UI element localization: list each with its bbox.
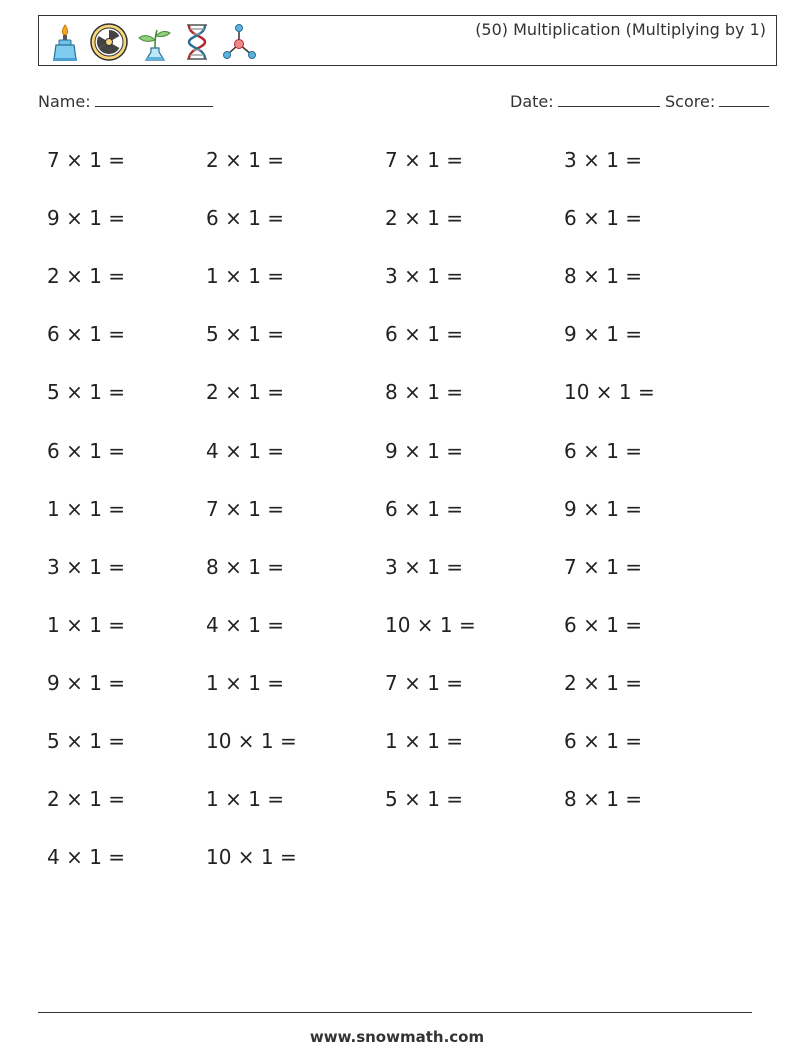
problem-item: 3 × 1 = — [47, 554, 126, 579]
date-label: Date: — [510, 92, 554, 111]
dna-icon — [181, 22, 213, 62]
problem-item: 4 × 1 = — [206, 438, 285, 463]
worksheet-header — [38, 15, 777, 66]
name-blank — [95, 92, 213, 107]
problem-item: 4 × 1 = — [47, 845, 126, 870]
date-field — [510, 92, 660, 111]
problem-item: 7 × 1 = — [385, 148, 464, 172]
problem-item: 9 × 1 = — [385, 438, 464, 463]
problem-item: 8 × 1 = — [385, 380, 464, 405]
problem-item: 1 × 1 = — [47, 496, 126, 521]
problem-item: 5 × 1 = — [47, 380, 126, 405]
problem-item: 4 × 1 = — [206, 612, 285, 637]
problem-item: 9 × 1 = — [564, 322, 643, 347]
problem-item: 5 × 1 = — [206, 322, 285, 347]
problem-item: 1 × 1 = — [47, 612, 126, 637]
problem-item: 5 × 1 = — [385, 787, 464, 812]
problem-item: 6 × 1 = — [206, 206, 285, 231]
plant-flask-icon — [135, 22, 175, 62]
problem-item: 1 × 1 = — [206, 670, 285, 695]
problem-item: 1 × 1 = — [206, 787, 285, 812]
molecule-icon — [219, 22, 259, 62]
problem-item: 2 × 1 = — [564, 670, 643, 695]
problem-item: 6 × 1 = — [564, 206, 643, 231]
problem-item: 7 × 1 = — [385, 670, 464, 695]
problem-item: 9 × 1 = — [564, 496, 643, 521]
problem-item: 6 × 1 = — [47, 322, 126, 347]
footer-url: www.snowmath.com — [309, 1028, 485, 1046]
radiation-icon — [89, 22, 129, 62]
header-icons — [47, 20, 259, 64]
score-blank — [719, 92, 769, 107]
problem-item: 1 × 1 = — [206, 264, 285, 289]
name-field — [38, 92, 213, 111]
problem-item: 7 × 1 = — [206, 496, 285, 521]
name-label: Name: — [38, 92, 91, 111]
problem-item: 5 × 1 = — [47, 729, 126, 753]
problem-item: 3 × 1 = — [385, 264, 464, 289]
problem-item: 2 × 1 = — [206, 380, 285, 405]
problem-item: 3 × 1 = — [385, 554, 464, 579]
problem-item: 6 × 1 = — [564, 438, 643, 463]
problem-item: 2 × 1 = — [47, 787, 126, 812]
problem-item: 6 × 1 = — [47, 438, 126, 463]
problem-item: 10 × 1 = — [206, 729, 297, 753]
problem-item: 7 × 1 = — [47, 148, 126, 172]
problem-item: 3 × 1 = — [564, 148, 643, 172]
problem-item: 7 × 1 = — [564, 554, 643, 579]
problem-item: 8 × 1 = — [564, 264, 643, 289]
problem-item: 8 × 1 = — [206, 554, 285, 579]
problem-item: 9 × 1 = — [47, 670, 126, 695]
problem-item: 6 × 1 = — [385, 496, 464, 521]
problem-item: 2 × 1 = — [47, 264, 126, 289]
problem-item: 6 × 1 = — [385, 322, 464, 347]
bunsen-burner-icon — [47, 22, 83, 62]
problem-item: 2 × 1 = — [206, 148, 285, 172]
problem-item: 9 × 1 = — [47, 206, 126, 231]
problem-item: 2 × 1 = — [385, 206, 464, 231]
score-label: Score: — [665, 92, 716, 111]
problem-item: 10 × 1 = — [206, 845, 297, 870]
problem-item: 10 × 1 = — [385, 612, 476, 637]
problem-item: 10 × 1 = — [564, 380, 655, 405]
worksheet-title: (50) Multiplication (Multiplying by 1) — [475, 20, 766, 39]
problem-item: 1 × 1 = — [385, 729, 464, 753]
date-blank — [558, 92, 660, 107]
problem-item: 6 × 1 = — [564, 612, 643, 637]
score-field — [665, 92, 769, 111]
problem-item: 6 × 1 = — [564, 729, 643, 753]
problem-item: 8 × 1 = — [564, 787, 643, 812]
footer-divider — [38, 1012, 752, 1013]
